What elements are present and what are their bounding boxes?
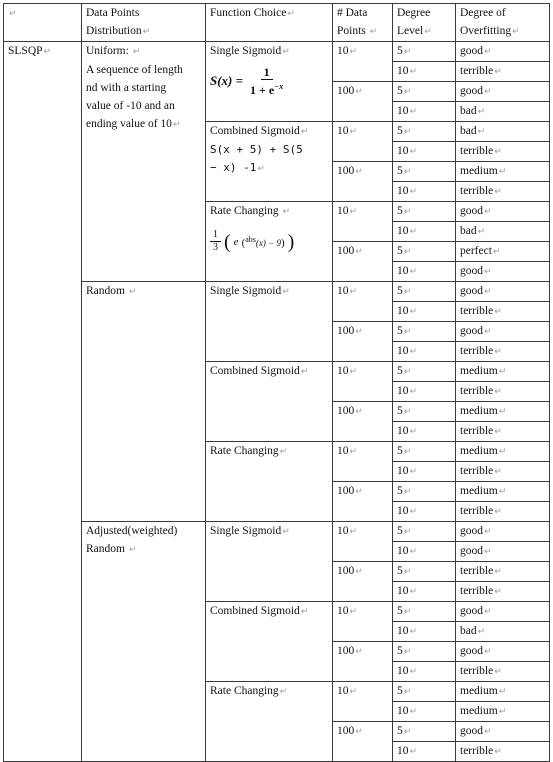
overfitting-cell: terrible↵ <box>456 62 550 82</box>
points-cell: 100↵ <box>333 482 393 522</box>
degree-cell: 10↵ <box>393 182 456 202</box>
sigmoid-formula: S(x) = $\frac{1}{1 + e^{-x}}$ <box>210 65 284 97</box>
degree-cell: 10↵ <box>393 142 456 162</box>
overfitting-cell: good↵ <box>456 82 550 102</box>
overfitting-cell: medium↵ <box>456 482 550 502</box>
header-points: # Data Points ↵ <box>333 4 393 42</box>
points-cell: 100↵ <box>333 722 393 762</box>
distribution-adjusted: Adjusted(weighted) Random ↵ <box>82 522 206 762</box>
function-rate-changing: Rate Changing↵ <box>206 442 333 522</box>
method-cell: SLSQP↵ <box>4 42 82 762</box>
degree-cell: 10↵ <box>393 382 456 402</box>
header-overfitting: Degree of Overfitting↵ <box>456 4 550 42</box>
overfitting-cell: terrible↵ <box>456 342 550 362</box>
overfitting-cell: terrible↵ <box>456 742 550 762</box>
overfitting-cell: terrible↵ <box>456 422 550 442</box>
header-row <box>4 4 550 42</box>
header-degree: Degree Level↵ <box>393 4 456 42</box>
degree-cell: 5↵ <box>393 522 456 542</box>
function-combined-sigmoid: Combined Sigmoid↵ <box>206 362 333 442</box>
degree-cell: 5↵ <box>393 122 456 142</box>
degree-cell: 5↵ <box>393 242 456 262</box>
distribution-uniform: Uniform: ↵ A sequence of length nd with a starting value of -10 and an ending value of 10↵ <box>82 42 206 282</box>
function-combined-sigmoid: Combined Sigmoid↵ <box>206 602 333 682</box>
degree-cell: 10↵ <box>393 662 456 682</box>
overfitting-cell: bad↵ <box>456 622 550 642</box>
header-distribution: Data Points Distribution↵ <box>82 4 206 42</box>
degree-cell: 5↵ <box>393 602 456 622</box>
overfitting-cell: good↵ <box>456 522 550 542</box>
overfitting-cell: good↵ <box>456 42 550 62</box>
degree-cell: 5↵ <box>393 642 456 662</box>
overfitting-cell: medium↵ <box>456 442 550 462</box>
header-function: Function Choice↵ <box>206 4 333 42</box>
function-single-sigmoid: Single Sigmoid↵ S(x) = $\frac{1}{1 + e^{-x}}$ <box>206 42 333 122</box>
degree-cell: 10↵ <box>393 582 456 602</box>
degree-cell: 5↵ <box>393 682 456 702</box>
degree-cell: 5↵ <box>393 322 456 342</box>
overfitting-cell: medium↵ <box>456 702 550 722</box>
degree-cell: 5↵ <box>393 562 456 582</box>
function-rate-changing: Rate Changing ↵ $\frac{1}{3}$ ( e (abs(x) − 9) ) <box>206 202 333 282</box>
overfitting-cell: medium↵ <box>456 362 550 382</box>
points-cell: 10↵ <box>333 522 393 562</box>
points-cell: 10↵ <box>333 282 393 322</box>
function-rate-changing: Rate Changing↵ <box>206 682 333 762</box>
overfitting-cell: terrible↵ <box>456 502 550 522</box>
overfitting-cell: perfect↵ <box>456 242 550 262</box>
overfitting-cell: good↵ <box>456 642 550 662</box>
overfitting-cell: terrible↵ <box>456 582 550 602</box>
degree-cell: 10↵ <box>393 542 456 562</box>
points-cell: 100↵ <box>333 162 393 202</box>
degree-cell: 5↵ <box>393 362 456 382</box>
degree-cell: 5↵ <box>393 82 456 102</box>
points-cell: 100↵ <box>333 402 393 442</box>
distribution-random: Random ↵ <box>82 282 206 522</box>
points-cell: 100↵ <box>333 242 393 282</box>
overfitting-cell: good↵ <box>456 722 550 742</box>
overfitting-cell: terrible↵ <box>456 462 550 482</box>
degree-cell: 5↵ <box>393 282 456 302</box>
degree-cell: 10↵ <box>393 262 456 282</box>
header-corner-cell: ↵ <box>4 4 82 42</box>
overfitting-cell: terrible↵ <box>456 182 550 202</box>
degree-cell: 10↵ <box>393 462 456 482</box>
points-cell: 10↵ <box>333 202 393 242</box>
degree-cell: 10↵ <box>393 102 456 122</box>
degree-cell: 10↵ <box>393 702 456 722</box>
rate-formula: $\frac{1}{3}$ ( e (abs(x) − 9) ) <box>210 229 328 254</box>
points-cell: 100↵ <box>333 562 393 602</box>
overfitting-cell: good↵ <box>456 282 550 302</box>
table-row <box>4 282 550 302</box>
points-cell: 10↵ <box>333 442 393 482</box>
degree-cell: 10↵ <box>393 222 456 242</box>
degree-cell: 5↵ <box>393 722 456 742</box>
points-cell: 10↵ <box>333 42 393 82</box>
degree-cell: 10↵ <box>393 342 456 362</box>
overfitting-cell: bad↵ <box>456 222 550 242</box>
degree-cell: 5↵ <box>393 162 456 182</box>
overfitting-cell: bad↵ <box>456 102 550 122</box>
overfitting-cell: terrible↵ <box>456 382 550 402</box>
results-table <box>3 3 550 762</box>
overfitting-cell: medium↵ <box>456 402 550 422</box>
points-cell: 10↵ <box>333 602 393 642</box>
overfitting-cell: good↵ <box>456 322 550 342</box>
degree-cell: 5↵ <box>393 402 456 422</box>
overfitting-cell: terrible↵ <box>456 562 550 582</box>
table-row <box>4 42 550 62</box>
overfitting-cell: terrible↵ <box>456 662 550 682</box>
overfitting-cell: bad↵ <box>456 122 550 142</box>
overfitting-cell: good↵ <box>456 602 550 622</box>
overfitting-cell: terrible↵ <box>456 302 550 322</box>
points-cell: 10↵ <box>333 122 393 162</box>
points-cell: 10↵ <box>333 362 393 402</box>
function-single-sigmoid: Single Sigmoid↵ <box>206 282 333 362</box>
overfitting-cell: terrible↵ <box>456 142 550 162</box>
points-cell: 10↵ <box>333 682 393 722</box>
points-cell: 100↵ <box>333 322 393 362</box>
degree-cell: 10↵ <box>393 62 456 82</box>
points-cell: 100↵ <box>333 642 393 682</box>
function-combined-sigmoid: Combined Sigmoid↵ S(x + 5) + S(5 − x) -1↵ <box>206 122 333 202</box>
overfitting-cell: good↵ <box>456 202 550 222</box>
overfitting-cell: good↵ <box>456 542 550 562</box>
overfitting-cell: good↵ <box>456 262 550 282</box>
degree-cell: 10↵ <box>393 502 456 522</box>
degree-cell: 10↵ <box>393 622 456 642</box>
degree-cell: 5↵ <box>393 42 456 62</box>
degree-cell: 5↵ <box>393 202 456 222</box>
points-cell: 100↵ <box>333 82 393 122</box>
degree-cell: 10↵ <box>393 742 456 762</box>
table-row <box>4 522 550 542</box>
overfitting-cell: medium↵ <box>456 682 550 702</box>
overfitting-cell: medium↵ <box>456 162 550 182</box>
degree-cell: 5↵ <box>393 442 456 462</box>
degree-cell: 10↵ <box>393 302 456 322</box>
function-single-sigmoid: Single Sigmoid↵ <box>206 522 333 602</box>
degree-cell: 5↵ <box>393 482 456 502</box>
degree-cell: 10↵ <box>393 422 456 442</box>
